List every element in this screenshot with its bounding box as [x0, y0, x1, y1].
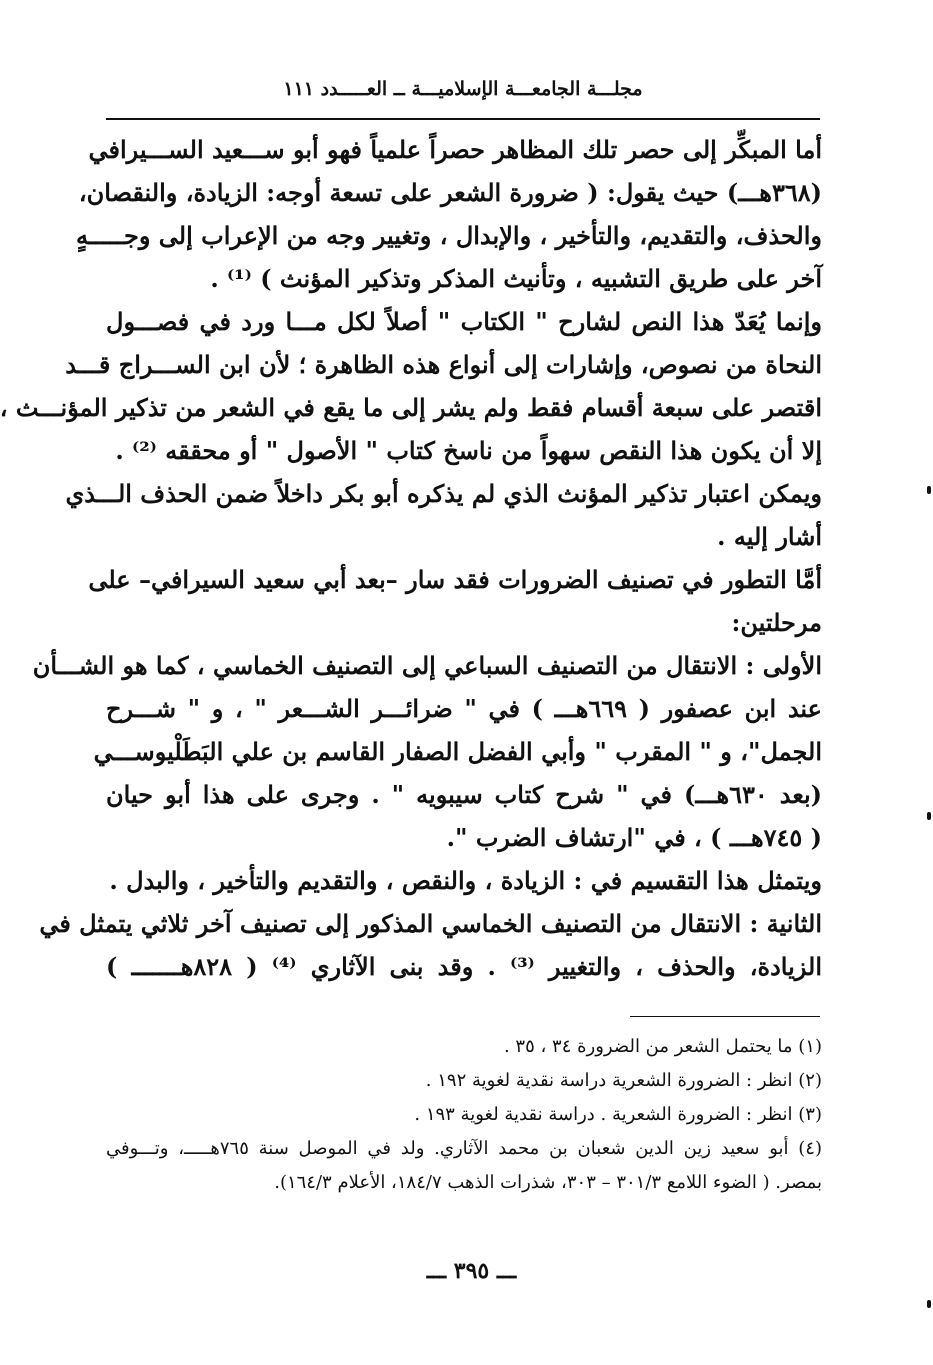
text-line: الزيادة، والحذف ، والتغيير ⁽³⁾ . وقد بنى الآثاري ⁽⁴⁾ ( ٨٢٨هـــــــ ): [106, 952, 822, 981]
text-line: الجمل"، و " المقرب " وأبي الفضل الصفار القاسم بن علي البَطَلْيوســـي: [93, 737, 822, 766]
text-line: آخر على طريق التشبيه ، وتأنيث المذكر وتذكير المؤنث ) ⁽¹⁾ .: [210, 264, 822, 293]
text-line: إلا أن يكون هذا النقص سهواً من ناسخ كتاب " الأصول " أو محققه ⁽²⁾ .: [115, 436, 822, 465]
footnote-continuation: بمصر. ( الضوء اللامع ٣٠١/٣ – ٣٠٣، شذرات الذهب ١٨٤/٧، الأعلام ١٦٤/٣).: [274, 1172, 822, 1193]
footnotes: [106, 1030, 822, 1200]
text-line: (بعد ٦٣٠هـــ) في " شرح كتاب سيبويه " . وجرى على هذا أبو حيان: [106, 780, 822, 809]
text-line: مرحلتين:: [731, 608, 822, 637]
text-line: والحذف، والتقديم، والتأخير ، والإبدال ، وتغيير وجه من الإعراب إلى وجـــــهٍ: [75, 221, 822, 250]
scan-edge-mark: [927, 812, 931, 820]
footnote: (٤) أبو سعيد زين الدين شعبان بن محمد الآثاري. ولد في الموصل سنة ٧٦٥هـــــ، وتـــوفي: [106, 1138, 822, 1159]
footnote: (٢) انظر : الضرورة الشعرية دراسة نقدية لغوية ١٩٢ .: [425, 1070, 822, 1091]
footnote-rule: [630, 1016, 820, 1017]
text-line: النحاة من نصوص، وإشارات إلى أنواع هذه الظاهرة ؛ لأن ابن الســـراج قـــد: [65, 350, 822, 379]
text-line: ويتمثل هذا التقسيم في : الزيادة ، والنقص ، والتقديم والتأخير ، والبدل .: [109, 866, 822, 895]
text-line: أما المبكِّر إلى حصر تلك المظاهر حصراً علمياً فهو أبو ســـعيد الســـيرافي: [88, 135, 822, 164]
footnote: (١) ما يحتمل الشعر من الضرورة ٣٤ ، ٣٥ .: [503, 1036, 822, 1057]
running-header: مجلـــة الجامعـــة الإسلاميـــة ــ العـــــدد ١١١: [283, 78, 643, 100]
text-line: اقتصر على سبعة أقسام فقط ولم يشر إلى ما يقع في الشعر من تذكير المؤنـــث ،: [0, 393, 822, 422]
text-line: الأولى : الانتقال من التصنيف السباعي إلى التصنيف الخماسي ، كما هو الشـــأن: [32, 651, 822, 680]
scan-edge-mark: [927, 486, 931, 494]
footnote: (٣) انظر : الضرورة الشعرية . دراسة نقدية لغوية ١٩٣ .: [414, 1104, 822, 1125]
text-line: الثانية : الانتقال من التصنيف الخماسي المذكور إلى تصنيف آخر ثلاثي يتمثل في: [39, 909, 822, 938]
text-line: ويمكن اعتبار تذكير المؤنث الذي لم يذكره أبو بكر داخلاً ضمن الحذف الـــذي: [65, 479, 822, 508]
text-line: وإنما يُعَدّ هذا النص لشارح " الكتاب " أصلاً لكل مـــا ورد في فصـــول: [106, 307, 822, 336]
text-line: (٣٦٨هـــ) حيث يقول: ( ضرورة الشعر على تسعة أوجه: الزيادة، والنقصان،: [78, 178, 822, 207]
page-number: ـــ ٣٩٥ ـــ: [426, 1258, 517, 1284]
text-line: عند ابن عصفور ( ٦٦٩هـــ ) في " ضرائـــر الشـــعر " ، و " شـــرح: [106, 694, 822, 723]
text-line: أشار إليه .: [717, 522, 822, 551]
scan-edge-mark: [927, 1300, 931, 1308]
main-text: [0, 128, 822, 988]
text-line: أمَّا التطور في تصنيف الضرورات فقد سار –بعد أبي سعيد السيرافي– على: [88, 565, 822, 594]
text-line: ( ٧٤٥هـــ ) ، في "ارتشاف الضرب ".: [446, 823, 822, 852]
header-rule: [106, 118, 820, 120]
